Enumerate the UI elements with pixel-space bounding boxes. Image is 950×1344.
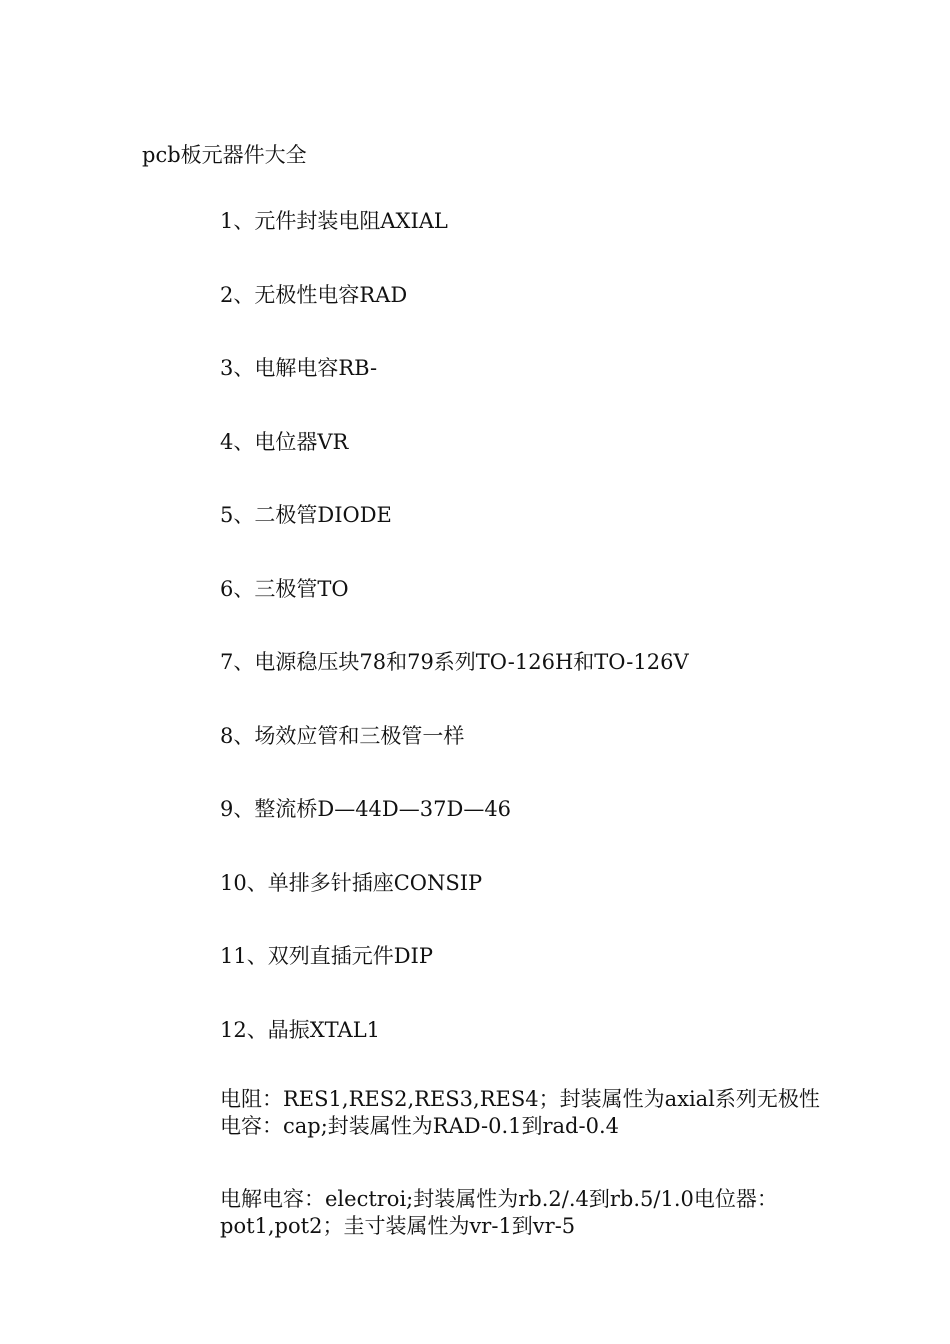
list-item: 5、二极管DIODE [220, 503, 392, 527]
list-item: 1、元件封装电阻AXIAL [220, 209, 448, 233]
list-item: 3、电解电容RB- [220, 356, 378, 380]
paragraph-electrolytic-potentiometer: 电解电容：electroi;封装属性为rb.2/.4到rb.5/1.0电位器：pot1,pot2；圭寸装属性为vr-1到vr-5 [220, 1187, 778, 1238]
document-title: pcb板元器件大全 [142, 143, 307, 167]
list-item: 11、双列直插元件DIP [220, 944, 433, 968]
list-item: 10、单排多针插座CONSIP [220, 870, 483, 895]
list-item: 8、场效应管和三极管一样 [220, 723, 465, 748]
list-item: 2、无极性电容RAD [220, 282, 408, 307]
paragraph-resistor-capacitor: 电阻：RES1,RES2,RES3,RES4；封装属性为axial系列无极性电容：cap;封装属性为RAD-0.1到rad-0.4 [220, 1087, 820, 1138]
list-item: 6、三极管TO [220, 576, 349, 601]
list-item: 4、电位器VR [220, 429, 349, 454]
list-item: 7、电源稳压块78和79系列TO-126H和TO-126V [220, 650, 689, 674]
component-list [220, 206, 689, 1088]
list-item: 9、整流桥D—44D—37D—46 [220, 797, 512, 821]
list-item: 12、晶振XTAL1 [220, 1017, 381, 1042]
